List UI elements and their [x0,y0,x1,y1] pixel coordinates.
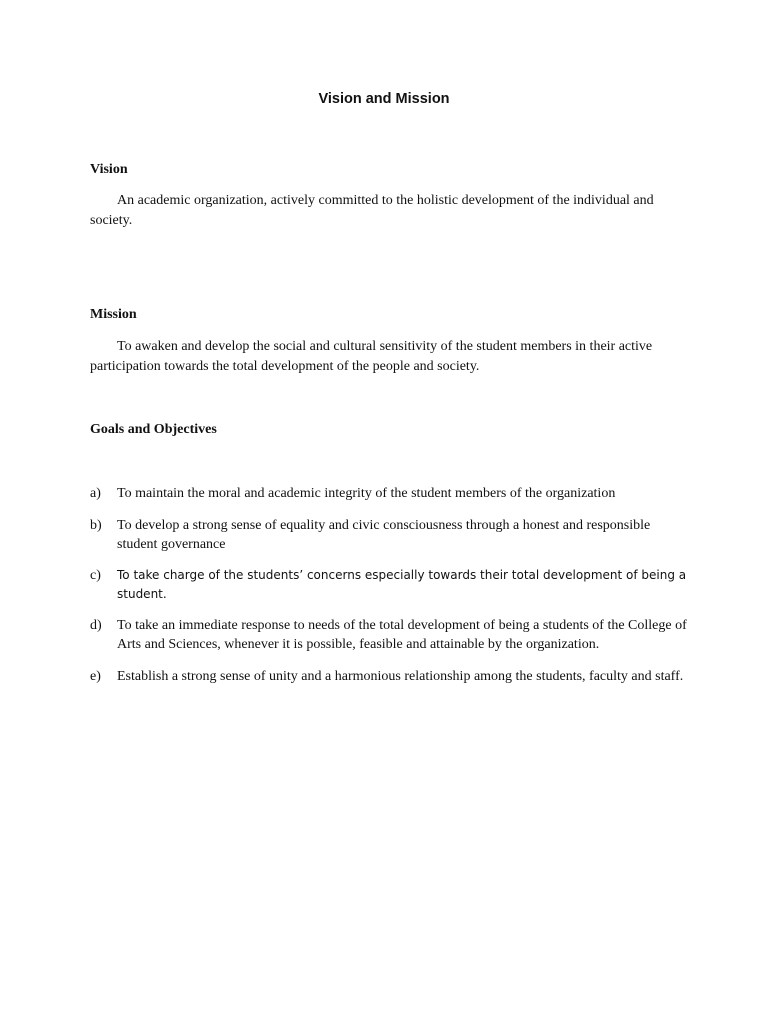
goal-marker: b) [90,518,102,533]
goal-marker: d) [90,618,102,633]
goal-text: To develop a strong sense of equality and civic consciousness through a honest and responsible student governance [117,518,651,552]
goal-text: Establish a strong sense of unity and a harmonious relationship among the students, faculty and staff. [117,669,684,684]
goal-marker: c) [90,568,101,583]
mission-heading: Mission [90,307,137,322]
goal-marker: e) [90,669,101,684]
goal-item-d [90,616,690,654]
goal-text: To take an immediate response to needs of the total development of being a students of the College of Arts and Sciences, whenever it is possible, feasible and attainable by the organization. [117,618,687,652]
mission-text: To awaken and develop the social and cultural sensitivity of the student members in their active participation towards the total development of the people and society. [90,339,653,374]
goal-text: To maintain the moral and academic integrity of the student members of the organization [117,486,616,501]
goal-item-c [90,566,690,604]
goal-item-b [90,516,690,554]
page-title: Vision and Mission [318,91,450,107]
goal-item-e [90,667,690,686]
vision-text: An academic organization, actively committed to the holistic development of the individual and society. [90,193,654,228]
goal-item-a [90,484,690,503]
goal-marker: a) [90,486,101,501]
goal-text: To take charge of the students’ concerns especially towards their total development of being a student. [117,568,687,601]
vision-heading: Vision [90,162,128,177]
goals-heading: Goals and Objectives [90,422,217,437]
